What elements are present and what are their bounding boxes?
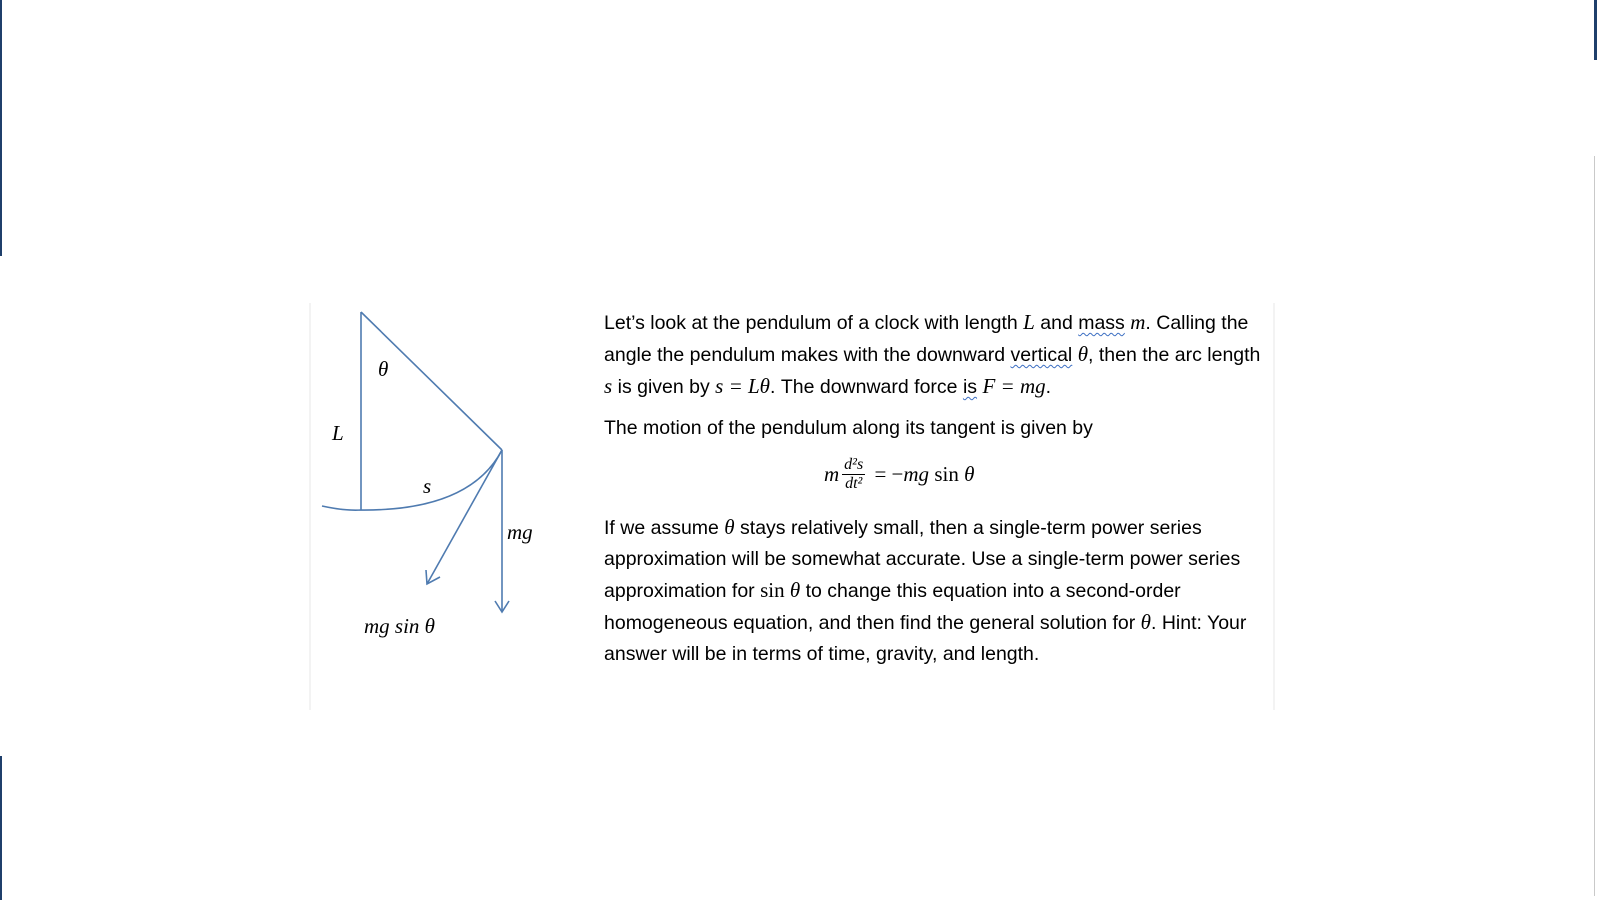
text-run: to change this equation into a second-order homogeneous equation, and then find the general solution for [604, 580, 1181, 634]
scrollbar-thumb[interactable] [1594, 156, 1595, 896]
tangent-force-label: mg sin θ [364, 614, 435, 638]
spellcheck-is: is [962, 376, 978, 398]
motion-paragraph: The motion of the pendulum along its tangent is given by [604, 417, 1093, 439]
pendulum-diagram [0, 0, 600, 720]
text-run: and [1034, 312, 1079, 334]
eq-sin: sin [929, 462, 965, 486]
text-run: If we assume [604, 517, 725, 539]
text-run: is given by [612, 376, 716, 398]
text-run: . Hint: Your answer will be in terms of time, gravity, and length. [604, 612, 1247, 665]
spellcheck-mass: mass [1078, 312, 1125, 334]
text-run: . The downward force [770, 376, 963, 398]
math-mass: m [1130, 310, 1146, 334]
math-theta: θ [1077, 342, 1089, 366]
spellcheck-vertical: vertical [1010, 344, 1073, 366]
math-arc-length: s = Lθ [715, 374, 770, 398]
vertical-scrollbar[interactable] [1590, 150, 1600, 900]
angle-label: θ [378, 357, 389, 381]
arc-label: s [423, 474, 432, 498]
text-run: . Calling the angle the pendulum makes with the downward [604, 312, 1249, 366]
weight-label: mg [507, 520, 533, 544]
eq-equals: = − [869, 462, 904, 486]
math-theta: θ [789, 578, 801, 602]
pendulum-lines [322, 312, 509, 612]
math-length: L [1023, 310, 1035, 334]
math-force: F = mg [982, 374, 1046, 398]
problem-text [604, 307, 1264, 670]
tangent-arrow-line [427, 450, 502, 584]
window-edge-right [1594, 0, 1597, 60]
pendulum-rod [361, 312, 502, 450]
text-run: Let’s look at the pendulum of a clock with length [604, 312, 1024, 334]
text-run: . [1045, 376, 1052, 398]
motion-equation [604, 448, 1264, 506]
window-edge-left-bottom [0, 756, 2, 900]
math-theta: θ [724, 515, 735, 539]
math-theta: θ [1140, 610, 1151, 634]
eq-denominator: dt² [845, 475, 863, 492]
intro-paragraph [604, 307, 1264, 403]
math-s: s [604, 374, 613, 398]
math-sin: sin [760, 578, 790, 602]
text-run: stays relatively small, then a single-term power series approximation will be somewhat accurate. Use a single-term power series approximation for [604, 517, 1241, 602]
eq-mg: mg [903, 462, 930, 486]
eq-m: m [824, 462, 840, 486]
arc-path [322, 450, 502, 510]
eq-fraction [842, 456, 865, 493]
length-label: L [332, 421, 344, 445]
eq-numerator: d²s [844, 456, 864, 473]
task-paragraph [604, 512, 1264, 670]
text-run: , then the arc length [1088, 344, 1261, 366]
eq-theta: θ [964, 462, 975, 486]
